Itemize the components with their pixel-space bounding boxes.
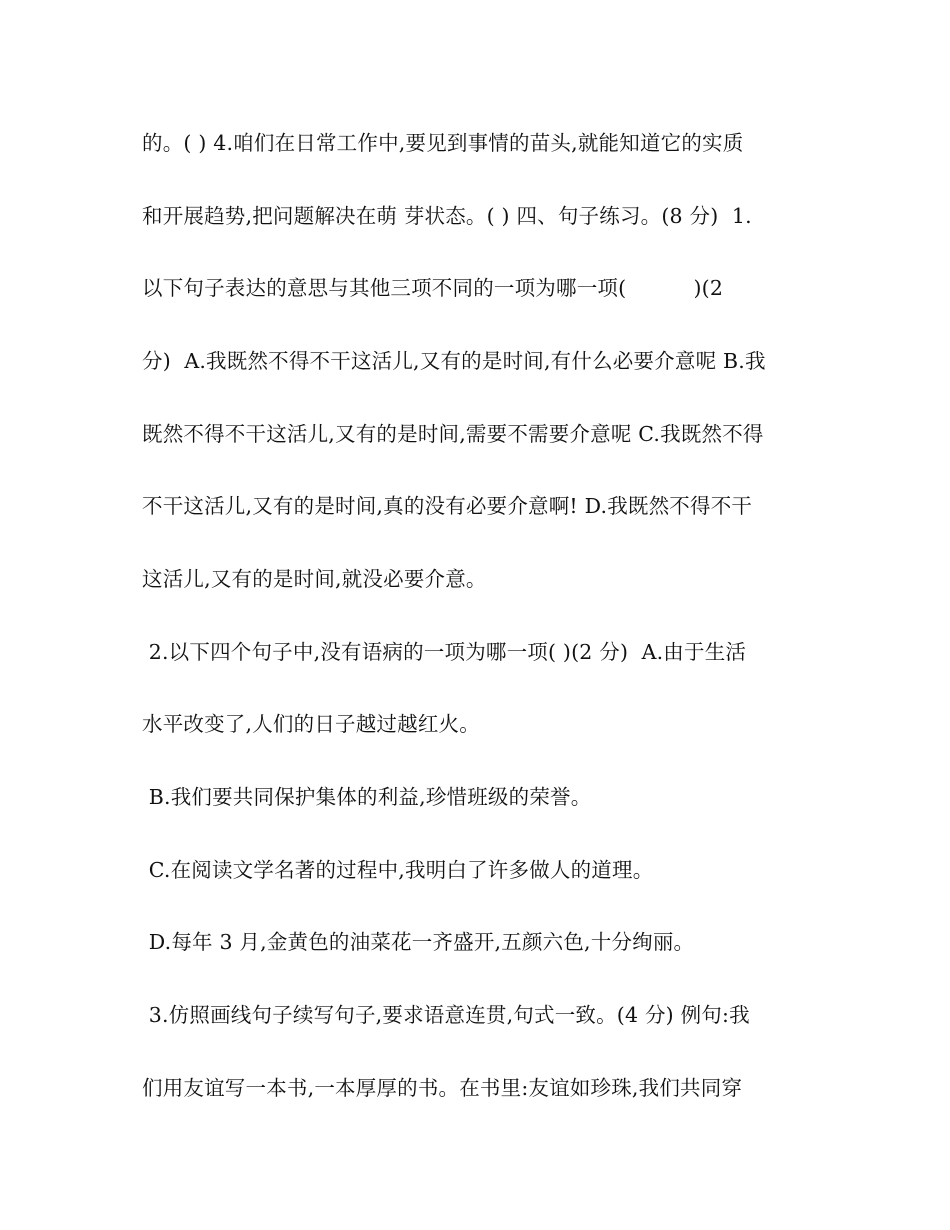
text-line: 们用友谊写一本书,一本厚厚的书。在书里:友谊如珍珠,我们共同穿 (142, 1076, 743, 1100)
text-line: 分) A.我既然不得不干这活儿,又有的是时间,有什么必要介意呢 B.我 (142, 349, 766, 373)
text-line: 这活儿,又有的是时间,就没必要介意。 (142, 567, 487, 591)
text-line: C.在阅读文学名著的过程中,我明白了许多做人的道理。 (142, 858, 654, 882)
text-line: 不干这活儿,又有的是时间,真的没有必要介意啊! D.我既然不得不干 (142, 494, 753, 518)
text-line: D.每年 3 月,金黄色的油菜花一齐盛开,五颜六色,十分绚丽。 (142, 930, 695, 954)
text-line: 既然不得不干这活儿,又有的是时间,需要不需要介意呢 C.我既然不得 (142, 422, 764, 446)
text-line: 和开展趋势,把问题解决在萌 芽状态。( ) 四、句子练习。(8 分) 1. (142, 204, 752, 228)
text-line: 以下句子表达的意思与其他三项不同的一项为哪一项( )(2 (142, 276, 724, 300)
text-line: 的。( ) 4.咱们在日常工作中,要见到事情的苗头,就能知道它的实质 (142, 131, 744, 155)
text-line: 2.以下四个句子中,没有语病的一项为哪一项( )(2 分) A.由于生活 (142, 640, 747, 664)
text-line: 水平改变了,人们的日子越过越红火。 (142, 712, 480, 736)
text-line: B.我们要共同保护集体的利益,珍惜班级的荣誉。 (142, 785, 592, 809)
text-line: 3.仿照画线句子续写句子,要求语意连贯,句式一致。(4 分) 例句:我 (142, 1003, 750, 1027)
